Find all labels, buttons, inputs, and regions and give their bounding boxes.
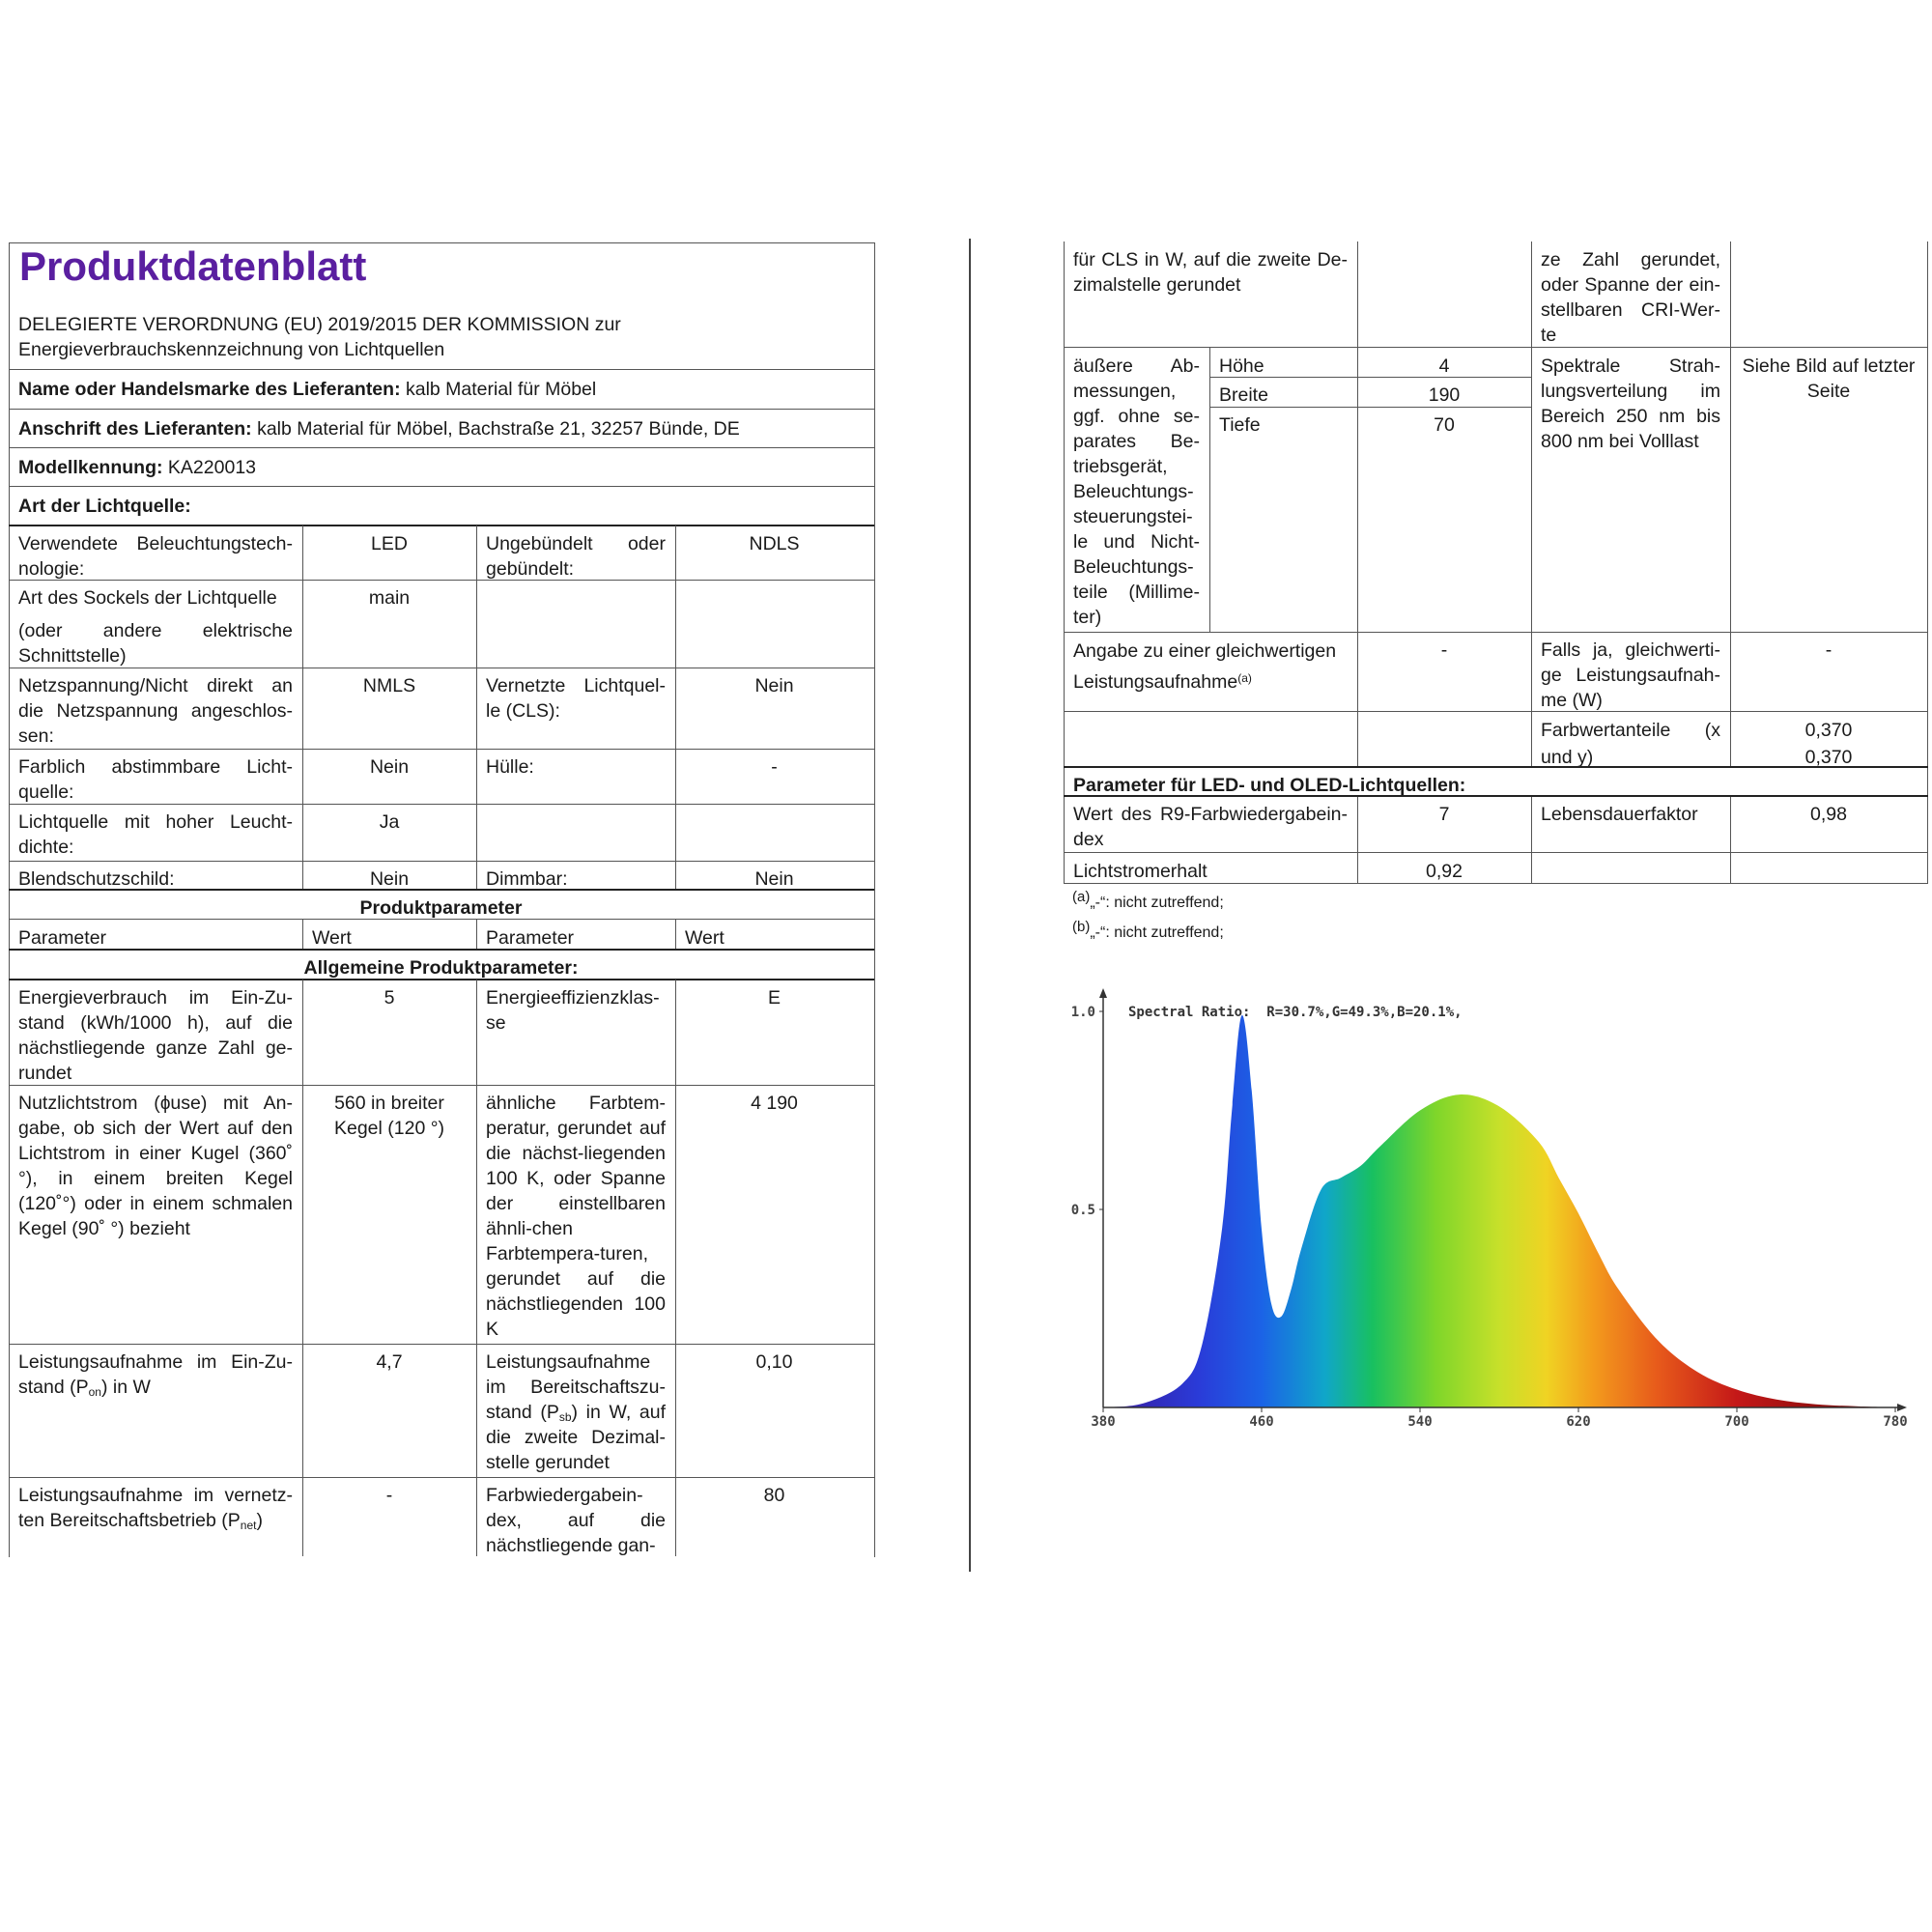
model-value: KA220013: [167, 457, 257, 478]
x-tick-label: 380: [1091, 1414, 1116, 1430]
networked-standby-value: -: [385, 1485, 393, 1506]
supplier-address-value: kalb Material für Möbel, Bachstraße 21, 32257 Bünde, DE: [257, 418, 740, 440]
dimensions-label: äußere Ab-messungen, ggf. ohne se-parates Be-triebsgerät, Beleuchtungs-steuerungstei-le und Nicht-Beleuchtungs-teile (Millime-ter): [1073, 355, 1200, 628]
chart-title: Spectral Ratio: R=30.7%,G=49.3%,B=20.1%,: [1128, 1005, 1463, 1020]
spectral-distribution-chart: [1063, 971, 1922, 1444]
x-axis-arrow: [1897, 1404, 1907, 1411]
technology-value: LED: [371, 533, 408, 554]
footnote-a: (a)„-“: nicht zutreffend;: [1072, 889, 1224, 911]
column-header-parameter: Parameter: [18, 927, 107, 949]
luminous-flux-value: 560 in breiter Kegel (120 °): [333, 1093, 445, 1139]
divider: [9, 486, 874, 487]
divider: [1064, 883, 1928, 884]
cap-type-value: main: [368, 587, 411, 609]
chromaticity-label: Farbwertanteile (x und y): [1541, 720, 1720, 768]
cri-continued: ze Zahl gerundet, oder Spanne der ein-stellbaren CRI-Wer-te: [1541, 249, 1720, 346]
cct-value: 4 190: [751, 1093, 798, 1114]
equivalent-power-watts-label: Falls ja, gleichwerti-ge Leistungsaufnah-me (W): [1541, 639, 1720, 711]
supplier-name-label: Name oder Handelsmarke des Lieferanten:: [18, 379, 401, 400]
column-header-parameter: Parameter: [486, 927, 575, 949]
cct-label: ähnliche Farbtem-peratur, gerundet auf die nächst-liegenden 100 K, oder Spanne der einstellbaren ähnli-chen Farbtempera-turen, gerundet auf die nächstliegenden 100 K: [486, 1093, 666, 1340]
cap-type-note: (oder andere elektrische Schnittstelle): [18, 620, 293, 667]
on-mode-power-label: Leistungsaufnahme im Ein-Zu-stand $(P_{on})$ in W: [18, 1351, 293, 1399]
column-header-value: Wert: [685, 927, 724, 949]
directional-label: Ungebündelt oder gebündelt:: [486, 533, 666, 580]
page-title: Produktdatenblatt: [19, 243, 367, 289]
height-label: Höhe: [1219, 355, 1264, 377]
spectral-distribution-label: Spektrale Strah-lungsverteilung im Bereich 250 nm bis 800 nm bei Volllast: [1541, 355, 1720, 452]
anti-glare-value: Nein: [369, 868, 410, 890]
product-parameters-heading: Produktparameter: [359, 897, 523, 919]
general-parameters-heading: Allgemeine Produktparameter:: [303, 957, 579, 979]
mains-value: NMLS: [362, 675, 416, 696]
survival-factor-value: 0,98: [1810, 804, 1847, 825]
led-parameters-heading: Parameter für LED- und OLED-Lichtquellen:: [1073, 775, 1466, 796]
divider: [9, 369, 874, 370]
spectral-distribution-value: Siehe Bild auf letzter Seite: [1742, 355, 1916, 402]
y-tick-label: 0.5: [1070, 1203, 1095, 1218]
x-tick-label: 460: [1249, 1414, 1274, 1430]
energy-consumption-label: Energieverbrauch im Ein-Zu-stand (kWh/1000 h), auf die nächstliegende ganze Zahl ge-rundet: [18, 987, 293, 1084]
spectrum-area: [1103, 1015, 1895, 1407]
frame-line: [1927, 242, 1928, 884]
cap-type-label: Art des Sockels der Lichtquelle: [18, 587, 277, 609]
tunable-label: Farblich abstimmbare Licht-quelle:: [18, 756, 293, 803]
survival-factor-label: Lebensdauerfaktor: [1541, 804, 1698, 825]
energy-consumption-value: 5: [384, 987, 395, 1009]
x-tick-label: 540: [1407, 1414, 1433, 1430]
supplier-address-label: Anschrift des Lieferanten:: [18, 418, 252, 440]
envelope-value: -: [771, 756, 778, 778]
col-line: [1357, 242, 1358, 766]
cri-value: 80: [763, 1485, 785, 1506]
width-label: Breite: [1219, 384, 1268, 406]
r9-value: 7: [1438, 804, 1450, 825]
technology-label: Verwendete Beleuchtungstech-nologie:: [18, 533, 293, 580]
envelope-label: Hülle:: [486, 756, 534, 778]
energy-class-label: Energieeffizienzklas-se: [486, 987, 660, 1034]
height-value: 4: [1438, 355, 1450, 377]
equivalent-power-label: Angabe zu einer gleichwertigen Leistungsaufnahme$^{(a)}$: [1073, 640, 1337, 693]
column-header-value: Wert: [312, 927, 352, 949]
y-axis-arrow: [1099, 988, 1107, 998]
equivalent-power-watts-value: -: [1825, 639, 1833, 661]
equivalent-power-value: -: [1440, 639, 1448, 661]
x-tick-label: 780: [1883, 1414, 1908, 1430]
chromaticity-y: 0,370: [1804, 747, 1853, 768]
standby-power-label: Leistungsaufnahme im Bereitschaftszu-stand $(P_{sb})$ in W, auf die zweite Dezimal-stelle gerundet: [486, 1351, 667, 1473]
cls-standby-continued: für CLS in W, auf die zweite De-zimalstelle gerundet: [1073, 249, 1348, 296]
r9-label: Wert des R9-Farbwiedergabein-dex: [1073, 804, 1348, 850]
directional-value: NDLS: [749, 533, 800, 554]
x-tick-label: 620: [1566, 1414, 1591, 1430]
luminous-flux-label: Nutzlichtstrom (ɸuse) mit An-gabe, ob sich der Wert auf den Lichtstrom in einer Kugel (360˚ °), in einem breiten Kegel (120˚°) oder in einem schmalen Kegel (90˚ °) bezieht: [18, 1093, 293, 1239]
width-value: 190: [1428, 384, 1461, 406]
high-luminance-value: Ja: [379, 811, 400, 833]
mains-label: Netzspannung/Nicht direkt an die Netzspannung angeschlos-sen:: [18, 675, 293, 747]
col-line: [302, 980, 303, 1556]
col-line: [675, 980, 676, 1556]
plot-area: [1071, 988, 1908, 1430]
standby-power-value: 0,10: [755, 1351, 793, 1373]
divider: [9, 409, 874, 410]
chromaticity-x: 0,370: [1804, 720, 1853, 741]
depth-label: Tiefe: [1219, 414, 1261, 436]
supplier-name-value: kalb Material für Möbel: [405, 379, 597, 400]
page-divider: [969, 239, 971, 1572]
col-line: [1730, 242, 1731, 766]
regulation-text: DELEGIERTE VERORDNUNG (EU) 2019/2015 DER KOMMISSION zur Energieverbrauchskennzeichnung von Lichtquellen: [18, 314, 621, 360]
divider: [9, 447, 874, 448]
cri-label: Farbwiedergabein-dex, auf die nächstliegende gan-: [486, 1485, 666, 1556]
dimmable-label: Dimmbar:: [486, 868, 568, 890]
networked-standby-label: Leistungsaufnahme im vernetz-ten Bereitschaftsbetrieb $(P_{net})$: [18, 1485, 293, 1532]
on-mode-power-value: 4,7: [376, 1351, 403, 1373]
cls-label: Vernetzte Lichtquel-le (CLS):: [486, 675, 666, 722]
energy-class-value: E: [767, 987, 781, 1009]
depth-value: 70: [1434, 414, 1455, 436]
y-tick-label: 1.0: [1070, 1005, 1095, 1020]
type-label: Art der Lichtquelle:: [18, 496, 191, 517]
lumen-maintenance-label: Lichtstromerhalt: [1073, 861, 1208, 882]
anti-glare-label: Blendschutzschild:: [18, 868, 175, 890]
high-luminance-label: Lichtquelle mit hoher Leucht-dichte:: [18, 811, 293, 858]
lumen-maintenance-value: 0,92: [1426, 861, 1463, 882]
tunable-value: Nein: [369, 756, 410, 778]
cls-value: Nein: [754, 675, 794, 696]
dimmable-value: Nein: [754, 868, 794, 890]
model-label: Modellkennung:: [18, 457, 163, 478]
x-tick-label: 700: [1724, 1414, 1749, 1430]
footnote-b: (b)„-“: nicht zutreffend;: [1072, 919, 1224, 941]
